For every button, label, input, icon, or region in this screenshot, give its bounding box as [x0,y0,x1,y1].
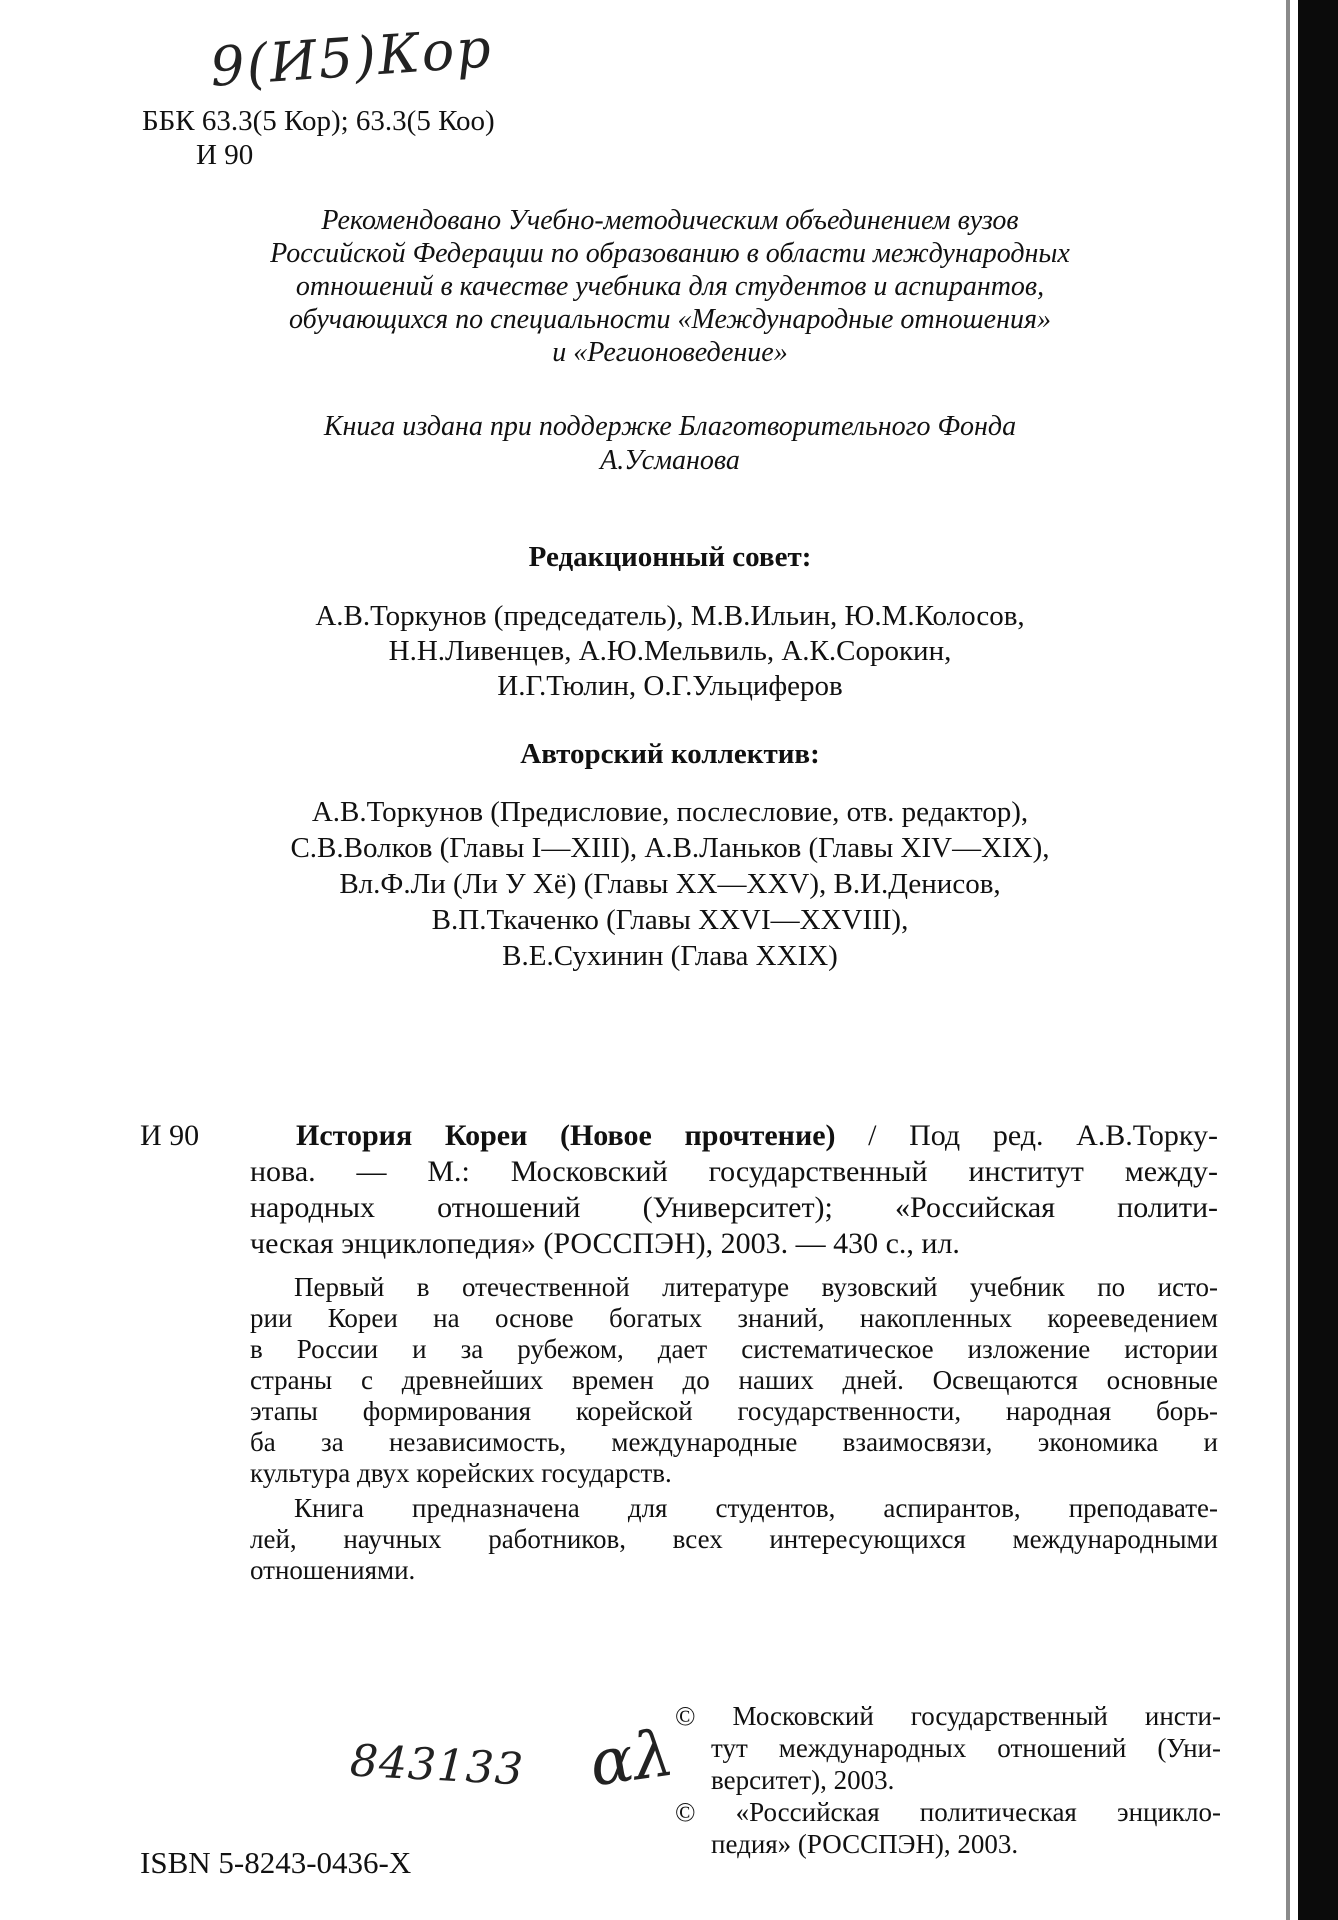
catalog-index: И 90 [140,1119,200,1152]
bbk-index: И 90 [196,139,254,171]
support-note [180,410,1160,478]
abstract-line: отношениями. [250,1555,416,1585]
authors-line: Вл.Ф.Ли (Ли У Хё) (Главы XX—XXV), В.И.Денисов, [339,868,1001,900]
abstract-line: в России и за рубежом, дает систематическое изложение истории [250,1334,1218,1364]
editorial-board-heading: Редакционный совет: [528,541,812,573]
copyright-line: верситет), 2003. [711,1765,895,1795]
isbn: ISBN 5-8243-0436-X [140,1845,412,1880]
bbk-block [142,104,495,172]
recommendation-line: и «Регионоведение» [552,337,788,368]
catalog-line: народных отношений (Университет); «Российская полити- [250,1191,1218,1224]
catalog-title-line [250,1118,1218,1154]
abstract-paragraph-1 [250,1272,1218,1489]
copyright-line: © Московский государственный инсти- [675,1701,1221,1731]
scan-edge-shadow [1298,0,1338,1920]
bbk-code: ББК 63.3(5 Кор); 63.3(5 Коо) [142,105,495,137]
abstract-paragraph-2 [250,1493,1218,1586]
authors-line: А.В.Торкунов (Предисловие, послесловие, отв. редактор), [311,796,1029,828]
catalog-title-rest: / Под ред. А.В.Торку- [835,1119,1219,1152]
recommendation-line: Рекомендовано Учебно-методическим объединением вузов [321,205,1019,236]
authors-line: В.Е.Сухинин (Глава XXIX) [502,940,838,972]
abstract [250,1272,1218,1586]
book-title: История Кореи (Новое прочтение) [296,1119,836,1152]
editorial-board-line: А.В.Торкунов (председатель), М.В.Ильин, Ю.М.Колосов, [315,600,1025,632]
authors-line: С.В.Волков (Главы I—XIII), А.В.Ланьков (Главы XIV—XIX), [290,832,1050,864]
abstract-line: страны с древнейших времен до наших дней. Освещаются основные [250,1365,1218,1395]
support-line: А.Усманова [600,445,740,476]
catalog-line: нова. — М.: Московский государственный институт между- [250,1155,1218,1188]
support-line: Книга издана при поддержке Благотворительного Фонда [323,411,1017,442]
catalog-line: ческая энциклопедия» (РОССПЭН), 2003. — 430 с., ил. [250,1227,960,1260]
copyright-line: © «Российская политическая энцикло- [675,1797,1221,1827]
abstract-line: Первый в отечественной литературе вузовский учебник по исто- [294,1272,1218,1302]
abstract-line: этапы формирования корейской государственности, народная борь- [250,1396,1218,1426]
recommendation [180,204,1160,369]
abstract-line: рии Кореи на основе богатых знаний, накопленных корееведением [250,1303,1218,1333]
authors-heading: Авторский коллектив: [520,738,820,770]
abstract-line: Книга предназначена для студентов, аспирантов, преподавате- [294,1493,1218,1523]
editorial-board-line: И.Г.Тюлин, О.Г.Ульциферов [497,670,843,702]
recommendation-line: Российской Федерации по образованию в области международных [270,238,1070,269]
copyright-line: тут международных отношений (Уни- [711,1733,1221,1763]
editorial-board-line: Н.Н.Ливенцев, А.Ю.Мельвиль, А.К.Сорокин, [388,635,952,667]
catalog-entry [250,1118,1218,1262]
handwritten-initials: αλ [585,1716,679,1802]
handwritten-shelfmark: 9(И5)Кор [208,16,495,99]
authors-collective [180,736,1160,974]
copyright-line: педия» (РОССПЭН), 2003. [711,1829,1019,1859]
handwritten-inventory-number: 843133 [348,1735,526,1796]
copyright-block [675,1700,1221,1860]
abstract-line: культура двух корейских государств. [250,1458,672,1488]
recommendation-line: обучающихся по специальности «Международные отношения» [288,304,1051,335]
abstract-line: лей, научных работников, всех интересующихся международными [250,1524,1218,1554]
editorial-board [180,540,1160,704]
recommendation-line: отношений в качестве учебника для студентов и аспирантов, [295,271,1045,302]
authors-line: В.П.Ткаченко (Главы XXVI—XXVIII), [431,904,909,936]
abstract-line: ба за независимость, международные взаимосвязи, экономика и [250,1427,1218,1457]
